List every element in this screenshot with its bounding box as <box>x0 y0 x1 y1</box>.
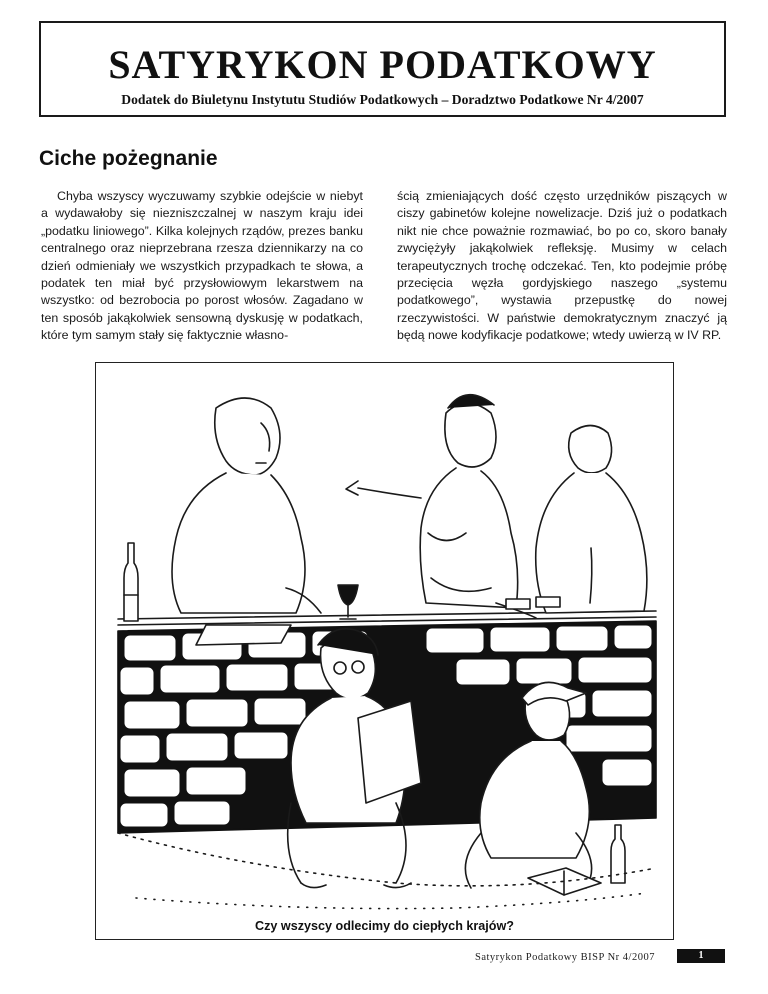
cartoon-drawing <box>96 363 672 938</box>
cartoon-caption: Czy wszyscy odlecimy do ciepłych krajów? <box>255 919 514 933</box>
woman-figure <box>346 395 536 618</box>
article-title: Ciche pożegnanie <box>39 147 218 170</box>
article-column-right: ścią zmieniających dość często urzędników piszących w ciszy gabinetów kolejne nowelizacje. Dziś już o podatkach nikt nie chce poważnie rozmawiać, bo po co, skoro banały zwyciężyły jakąkolwiek refleksję. Musimy w celach terapeutycznych trochę odczekać. Ten, kto podejmie próbę przecięcia węzła gordyjskiego naszego „systemu podatkowego”, wystawia przepustkę do nowej rzeczywistości. W państwie demokratycznym znaczyć ją będą nowe kodyfikacje podatkowe; wtedy uwierzą w IV RP. <box>397 189 727 343</box>
seated-figure-back <box>536 426 647 614</box>
wine-glass <box>338 585 358 619</box>
bald-man-figure <box>172 398 321 613</box>
open-book <box>528 868 601 895</box>
masthead <box>39 21 726 117</box>
article-column-left: Chyba wszyscy wyczuwamy szybkie odejście w niebyt a wydawałoby się niezniszczalnej w naszym kraju idei „podatku liniowego”. Kilka kolejnych rządów, prezes banku centralnego oraz nieprzebrana rzesza dziennikarzy na co dzień odmieniały we wszystkich przypadkach te słowa, a podatek ten miał być przysłowiowym lekarstwem na wszystko: od bezrobocia po porost włosów. Zagadano w ten sposób jakąkolwiek sensowną dyskusję w podatkach, które tym samym stały się faktycznie własno- <box>41 189 363 343</box>
publication-title: SATYRYKON PODATKOWY <box>108 42 657 87</box>
cartoon-illustration <box>95 362 674 940</box>
page-number: 1 <box>677 949 725 963</box>
footer-publication-info: Satyrykon Podatkowy BISP Nr 4/2007 <box>475 952 655 963</box>
publication-subtitle: Dodatek do Biuletynu Instytutu Studiów Podatkowych – Doradztwo Podatkowe Nr 4/2007 <box>121 92 644 107</box>
bottle <box>124 543 138 621</box>
